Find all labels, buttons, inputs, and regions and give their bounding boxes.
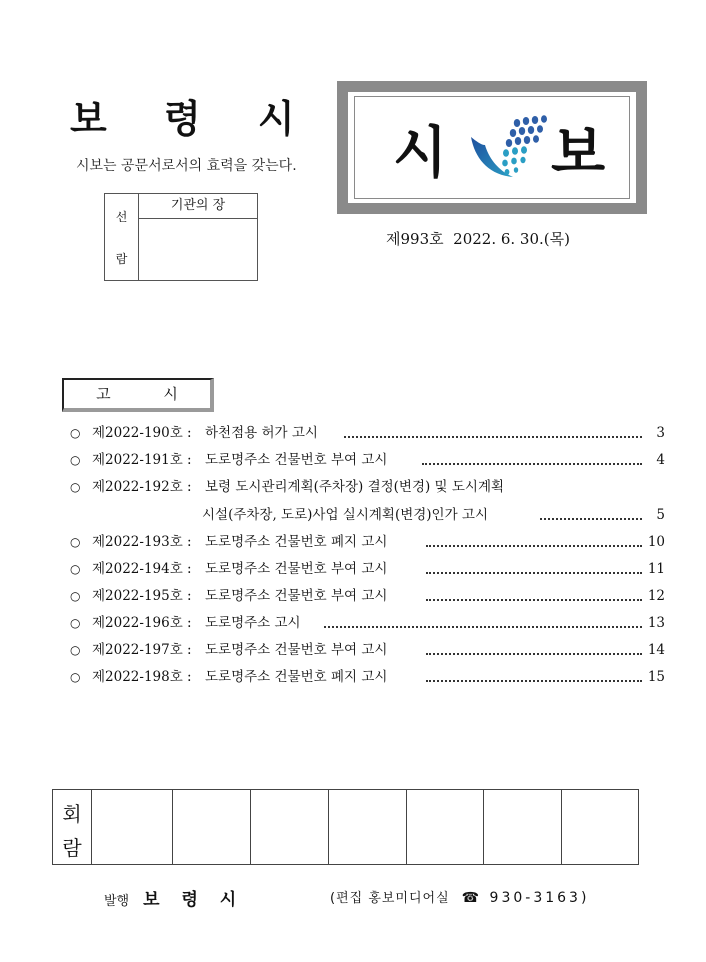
circulation-cell — [328, 790, 406, 864]
page-number: 5 — [656, 507, 665, 523]
leader-dots — [422, 463, 642, 465]
logo-char-left: 시 — [393, 121, 448, 186]
publisher-label: 발행 — [104, 894, 130, 909]
bullet-icon: ○ — [70, 453, 81, 467]
table-of-contents — [70, 424, 670, 695]
circulation-cell — [91, 790, 172, 864]
notice-title: 하천점용 허가 고시 — [205, 425, 318, 441]
page-number: 12 — [647, 588, 665, 604]
review-head: 기관의 장 — [139, 194, 257, 219]
notice-title-continuation: 시설(주차장, 도로)사업 실시계획(변경)인가 고시 — [202, 507, 489, 523]
toc-item[interactable] — [70, 478, 670, 533]
notice-number: 제2022-190호 : — [92, 425, 192, 441]
circulation-table — [52, 789, 639, 865]
notice-title: 도로명주소 건물번호 부여 고시 — [205, 642, 388, 658]
section-title: 고 시 — [96, 385, 202, 403]
bullet-icon: ○ — [70, 670, 81, 684]
leader-dots — [426, 599, 642, 601]
bulletin-logo — [337, 81, 647, 214]
notice-number: 제2022-193호 : — [92, 534, 192, 550]
logo-frame — [354, 96, 630, 199]
circulation-cell — [561, 790, 638, 864]
page-number: 13 — [647, 615, 665, 631]
toc-item[interactable] — [70, 587, 670, 614]
leader-dots — [540, 518, 642, 520]
bullet-icon: ○ — [70, 643, 81, 657]
circulation-cell — [483, 790, 561, 864]
toc-item[interactable] — [70, 451, 670, 478]
editor-label: (편집 홍보미디어실 — [330, 891, 450, 906]
bulletin-subtitle: 시보는 공문서로서의 효력을 갖는다. — [76, 158, 297, 174]
bullet-icon: ○ — [70, 616, 81, 630]
publisher-name: 보 령 시 — [143, 890, 245, 910]
notice-number: 제2022-196호 : — [92, 615, 192, 631]
logo-inner — [348, 92, 636, 203]
editor-contact — [330, 887, 589, 906]
page-number: 15 — [647, 669, 665, 685]
leader-dots — [426, 653, 642, 655]
toc-item[interactable] — [70, 560, 670, 587]
wave-emblem-icon — [467, 115, 549, 183]
circulation-cell — [250, 790, 328, 864]
section-tab — [62, 378, 214, 412]
toc-item[interactable] — [70, 668, 670, 695]
review-stamp-box — [104, 193, 258, 281]
notice-title: 도로명주소 건물번호 부여 고시 — [205, 452, 388, 468]
circulation-label-top: 회 — [62, 802, 82, 826]
bullet-icon: ○ — [70, 426, 81, 440]
notice-number: 제2022-192호 : — [92, 479, 192, 495]
review-side-bottom: 람 — [115, 252, 128, 266]
logo-char-right: 보 — [551, 121, 606, 186]
leader-dots — [426, 545, 642, 547]
toc-item[interactable] — [70, 533, 670, 560]
phone-number: ☎ 930-3163) — [461, 890, 590, 906]
leader-dots — [426, 680, 642, 682]
bullet-icon: ○ — [70, 589, 81, 603]
page-number: 10 — [647, 534, 665, 550]
notice-number: 제2022-197호 : — [92, 642, 192, 658]
city-name: 보 령 시 — [70, 97, 317, 141]
notice-number: 제2022-195호 : — [92, 588, 192, 604]
notice-title: 보령 도시관리계획(주차장) 결정(변경) 및 도시계획 — [205, 479, 505, 495]
circulation-cell — [406, 790, 484, 864]
notice-title: 도로명주소 고시 — [205, 615, 301, 631]
leader-dots — [426, 572, 642, 574]
bullet-icon: ○ — [70, 480, 81, 494]
notice-number: 제2022-191호 : — [92, 452, 192, 468]
toc-item[interactable] — [70, 424, 670, 451]
notice-number: 제2022-194호 : — [92, 561, 192, 577]
publisher-line — [104, 885, 244, 910]
page-number: 11 — [647, 561, 665, 577]
page-number: 4 — [656, 452, 665, 468]
notice-number: 제2022-198호 : — [92, 669, 192, 685]
circulation-label-bottom: 람 — [62, 836, 82, 860]
review-side-column — [105, 194, 139, 280]
notice-title: 도로명주소 건물번호 부여 고시 — [205, 561, 388, 577]
toc-item[interactable] — [70, 614, 670, 641]
notice-title: 도로명주소 건물번호 부여 고시 — [205, 588, 388, 604]
circulation-cell — [172, 790, 250, 864]
leader-dots — [344, 436, 642, 438]
issue-date: 제993호 2022. 6. 30.(목) — [386, 230, 570, 248]
bullet-icon: ○ — [70, 562, 81, 576]
toc-item[interactable] — [70, 641, 670, 668]
page-number: 14 — [647, 642, 665, 658]
bullet-icon: ○ — [70, 535, 81, 549]
leader-dots — [324, 626, 642, 628]
notice-title: 도로명주소 건물번호 폐지 고시 — [205, 669, 388, 685]
page-number: 3 — [656, 425, 665, 441]
review-side-top: 선 — [115, 210, 128, 224]
notice-title: 도로명주소 건물번호 폐지 고시 — [205, 534, 388, 550]
